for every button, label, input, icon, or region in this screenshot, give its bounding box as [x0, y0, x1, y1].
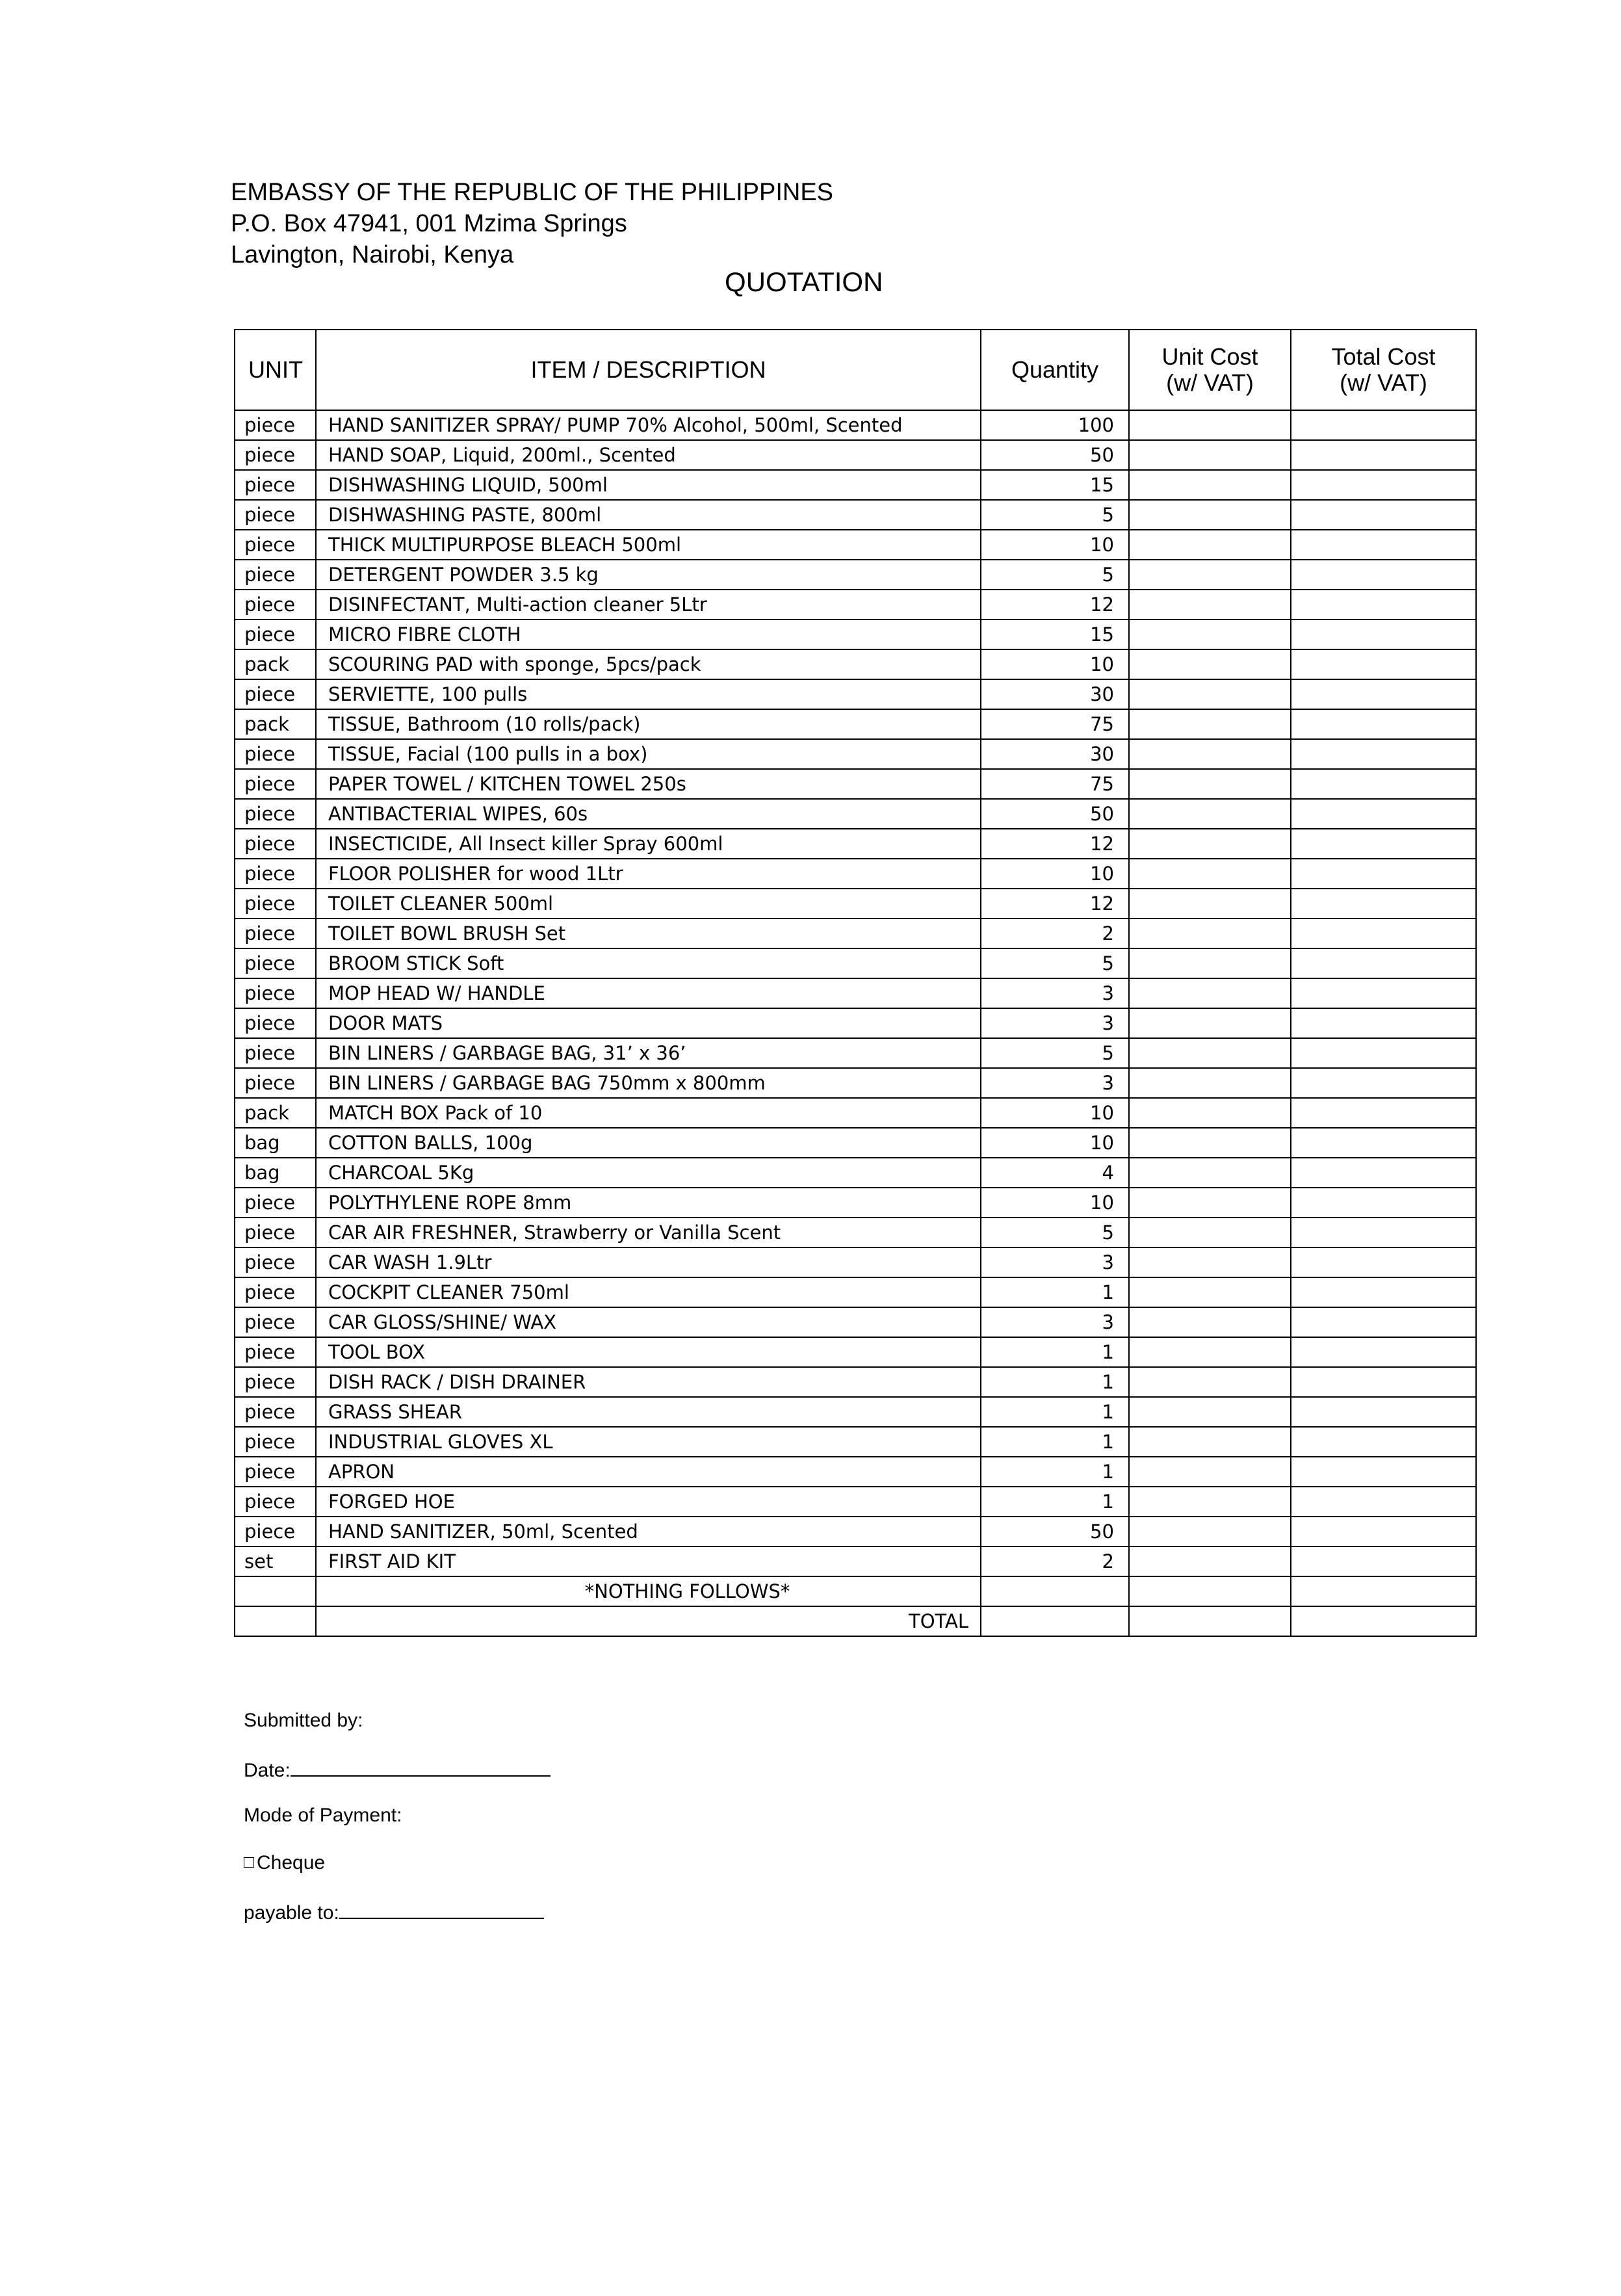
description-cell: MICRO FIBRE CLOTH — [316, 620, 981, 649]
unit-cell: bag — [235, 1158, 316, 1188]
table-row — [235, 709, 1476, 739]
unit-cost-cell — [1129, 859, 1291, 889]
quantity-cell: 5 — [981, 1218, 1129, 1247]
quantity-cell: 15 — [981, 470, 1129, 500]
quantity-cell: 10 — [981, 1098, 1129, 1128]
description-cell: DISH RACK / DISH DRAINER — [316, 1367, 981, 1397]
unit-cell: piece — [235, 590, 316, 620]
unit-cost-cell — [1129, 500, 1291, 530]
table-row — [235, 1546, 1476, 1576]
unit-cell: piece — [235, 679, 316, 709]
unit-cell: piece — [235, 1397, 316, 1427]
unit-cost-cell — [1129, 1188, 1291, 1218]
nothing-follows-text: *NOTHING FOLLOWS* — [316, 1576, 981, 1606]
payable-to-line — [244, 1899, 551, 1947]
table-row — [235, 978, 1476, 1008]
table-row — [235, 560, 1476, 590]
total-cost-cell — [1291, 1068, 1476, 1098]
table-row — [235, 1008, 1476, 1038]
cheque-option-line — [244, 1852, 551, 1899]
total-row — [235, 1606, 1476, 1636]
payable-to-blank — [339, 1899, 544, 1919]
description-cell: TOOL BOX — [316, 1337, 981, 1367]
table-row — [235, 1277, 1476, 1307]
unit-cost-cell — [1129, 1337, 1291, 1367]
quantity-cell: 10 — [981, 1188, 1129, 1218]
table-row — [235, 1367, 1476, 1397]
unit-cost-cell — [1129, 709, 1291, 739]
quantity-cell: 5 — [981, 500, 1129, 530]
unit-cost-cell — [1129, 1457, 1291, 1487]
submitted-by-line — [244, 1710, 551, 1757]
table-row — [235, 739, 1476, 769]
grand-total-cell — [1291, 1606, 1476, 1636]
unit-cell: piece — [235, 470, 316, 500]
nothing-follows-row — [235, 1576, 1476, 1606]
quantity-cell: 5 — [981, 1038, 1129, 1068]
table-row — [235, 1158, 1476, 1188]
quotation-table — [234, 329, 1477, 1637]
description-cell: CAR WASH 1.9Ltr — [316, 1247, 981, 1277]
unit-cost-cell — [1129, 1218, 1291, 1247]
description-cell: DOOR MATS — [316, 1008, 981, 1038]
total-cost-cell — [1291, 769, 1476, 799]
total-cost-cell — [1291, 739, 1476, 769]
table-row — [235, 500, 1476, 530]
table-row — [235, 1188, 1476, 1218]
quantity-cell: 5 — [981, 560, 1129, 590]
unit-cost-cell — [1129, 1277, 1291, 1307]
description-cell: COTTON BALLS, 100g — [316, 1128, 981, 1158]
unit-cost-cell — [1129, 799, 1291, 829]
table-row — [235, 948, 1476, 978]
description-cell: TISSUE, Bathroom (10 rolls/pack) — [316, 709, 981, 739]
table-row — [235, 799, 1476, 829]
unit-cell: pack — [235, 1098, 316, 1128]
unit-cost-cell — [1129, 1367, 1291, 1397]
unit-cost-cell — [1129, 1487, 1291, 1517]
description-cell: PAPER TOWEL / KITCHEN TOWEL 250s — [316, 769, 981, 799]
quantity-cell: 2 — [981, 1546, 1129, 1576]
total-cost-cell — [1291, 1397, 1476, 1427]
payment-mode-label: Mode of Payment: — [244, 1805, 402, 1826]
unit-cost-cell — [1129, 560, 1291, 590]
table-row — [235, 1098, 1476, 1128]
total-cost-cell — [1291, 1307, 1476, 1337]
quantity-cell: 5 — [981, 948, 1129, 978]
description-cell: INDUSTRIAL GLOVES XL — [316, 1427, 981, 1457]
org-address-line2: Lavington, Nairobi, Kenya — [231, 241, 514, 268]
total-quantity-cell — [981, 1606, 1129, 1636]
document-title: QUOTATION — [725, 267, 883, 297]
unit-cell: piece — [235, 410, 316, 440]
total-cost-cell — [1291, 1277, 1476, 1307]
unit-cost-cell — [1129, 620, 1291, 649]
table-row — [235, 410, 1476, 440]
description-cell: SERVIETTE, 100 pulls — [316, 679, 981, 709]
table-cell — [1129, 1576, 1291, 1606]
quantity-cell: 10 — [981, 1128, 1129, 1158]
unit-cost-cell — [1129, 739, 1291, 769]
unit-cost-cell — [1129, 1517, 1291, 1546]
table-row — [235, 470, 1476, 500]
unit-cell: piece — [235, 1337, 316, 1367]
description-cell: DISINFECTANT, Multi-action cleaner 5Ltr — [316, 590, 981, 620]
total-cost-cell — [1291, 829, 1476, 859]
total-cost-cell — [1291, 709, 1476, 739]
description-cell: TISSUE, Facial (100 pulls in a box) — [316, 739, 981, 769]
description-cell: APRON — [316, 1457, 981, 1487]
total-cost-cell — [1291, 620, 1476, 649]
total-cost-column-header — [1291, 330, 1476, 410]
unit-cell: piece — [235, 1247, 316, 1277]
table-row — [235, 769, 1476, 799]
table-row — [235, 1397, 1476, 1427]
description-cell: THICK MULTIPURPOSE BLEACH 500ml — [316, 530, 981, 560]
table-cell — [235, 1606, 316, 1636]
description-cell: BIN LINERS / GARBAGE BAG, 31’ x 36’ — [316, 1038, 981, 1068]
total-label: TOTAL — [316, 1606, 981, 1636]
unit-cell: piece — [235, 1367, 316, 1397]
quantity-cell: 12 — [981, 829, 1129, 859]
total-cost-cell — [1291, 978, 1476, 1008]
quantity-cell: 2 — [981, 919, 1129, 948]
unit-cell: piece — [235, 799, 316, 829]
description-cell: MOP HEAD W/ HANDLE — [316, 978, 981, 1008]
table-row — [235, 859, 1476, 889]
table-row — [235, 1487, 1476, 1517]
unit-cell: piece — [235, 1487, 316, 1517]
unit-cost-cell — [1129, 948, 1291, 978]
unit-cell: pack — [235, 709, 316, 739]
table-row — [235, 1457, 1476, 1487]
org-name: EMBASSY OF THE REPUBLIC OF THE PHILIPPINES — [231, 179, 834, 206]
description-cell: DISHWASHING PASTE, 800ml — [316, 500, 981, 530]
cheque-checkbox-icon — [244, 1857, 254, 1868]
org-address-line1: P.O. Box 47941, 001 Mzima Springs — [231, 210, 627, 237]
unit-cost-cell — [1129, 769, 1291, 799]
total-cost-cell — [1291, 1188, 1476, 1218]
unit-cost-cell — [1129, 919, 1291, 948]
total-cost-cell — [1291, 1218, 1476, 1247]
total-cost-cell — [1291, 590, 1476, 620]
table-row — [235, 530, 1476, 560]
total-cost-cell — [1291, 1457, 1476, 1487]
unit-column-header: UNIT — [235, 330, 316, 410]
unit-cost-cell — [1129, 1397, 1291, 1427]
unit-cost-cell — [1129, 829, 1291, 859]
unit-cell: bag — [235, 1128, 316, 1158]
description-cell: BROOM STICK Soft — [316, 948, 981, 978]
total-cost-header-line2: (w/ VAT) — [1340, 369, 1427, 396]
description-cell: FLOOR POLISHER for wood 1Ltr — [316, 859, 981, 889]
payment-mode-line — [244, 1805, 551, 1852]
description-cell: DISHWASHING LIQUID, 500ml — [316, 470, 981, 500]
description-cell: MATCH BOX Pack of 10 — [316, 1098, 981, 1128]
quantity-cell: 30 — [981, 739, 1129, 769]
description-cell: BIN LINERS / GARBAGE BAG 750mm x 800mm — [316, 1068, 981, 1098]
quantity-cell: 75 — [981, 709, 1129, 739]
unit-cost-cell — [1129, 1008, 1291, 1038]
description-cell: HAND SANITIZER SPRAY/ PUMP 70% Alcohol, 500ml, Scented — [316, 410, 981, 440]
total-cost-cell — [1291, 1367, 1476, 1397]
unit-cost-cell — [1129, 1247, 1291, 1277]
unit-cost-header-line2: (w/ VAT) — [1166, 369, 1254, 396]
unit-cell: piece — [235, 889, 316, 919]
quantity-cell: 3 — [981, 1247, 1129, 1277]
description-cell: SCOURING PAD with sponge, 5pcs/pack — [316, 649, 981, 679]
unit-cell: piece — [235, 948, 316, 978]
table-row — [235, 1517, 1476, 1546]
cheque-label: Cheque — [257, 1852, 326, 1873]
table-header-row — [235, 330, 1476, 410]
unit-cost-cell — [1129, 1098, 1291, 1128]
table-row — [235, 919, 1476, 948]
total-cost-cell — [1291, 560, 1476, 590]
unit-cell: piece — [235, 500, 316, 530]
submitted-by-label: Submitted by: — [244, 1710, 363, 1731]
date-blank — [291, 1757, 551, 1777]
quantity-cell: 50 — [981, 440, 1129, 470]
total-cost-cell — [1291, 1038, 1476, 1068]
quantity-cell: 75 — [981, 769, 1129, 799]
table-row — [235, 649, 1476, 679]
description-cell: GRASS SHEAR — [316, 1397, 981, 1427]
description-column-header: ITEM / DESCRIPTION — [316, 330, 981, 410]
unit-cell: piece — [235, 739, 316, 769]
unit-cost-header-line1: Unit Cost — [1161, 343, 1258, 370]
quantity-cell: 1 — [981, 1457, 1129, 1487]
total-cost-cell — [1291, 1128, 1476, 1158]
unit-cell: piece — [235, 829, 316, 859]
total-cost-cell — [1291, 1517, 1476, 1546]
total-cost-cell — [1291, 1546, 1476, 1576]
total-cost-cell — [1291, 530, 1476, 560]
total-cost-cell — [1291, 1158, 1476, 1188]
total-cost-cell — [1291, 649, 1476, 679]
total-cost-cell — [1291, 948, 1476, 978]
quantity-cell: 10 — [981, 649, 1129, 679]
unit-cost-cell — [1129, 1427, 1291, 1457]
unit-cost-cell — [1129, 590, 1291, 620]
date-label: Date: — [244, 1760, 291, 1781]
description-cell: FIRST AID KIT — [316, 1546, 981, 1576]
total-cost-cell — [1291, 1487, 1476, 1517]
quantity-cell: 10 — [981, 859, 1129, 889]
quantity-cell: 4 — [981, 1158, 1129, 1188]
unit-cell: piece — [235, 1457, 316, 1487]
description-cell: TOILET BOWL BRUSH Set — [316, 919, 981, 948]
table-row — [235, 1337, 1476, 1367]
unit-cell: set — [235, 1546, 316, 1576]
table-row — [235, 889, 1476, 919]
quantity-cell: 50 — [981, 799, 1129, 829]
quantity-cell: 50 — [981, 1517, 1129, 1546]
unit-cell: piece — [235, 1038, 316, 1068]
date-line — [244, 1757, 551, 1805]
quantity-cell: 3 — [981, 1307, 1129, 1337]
unit-cell: piece — [235, 1218, 316, 1247]
unit-cost-cell — [1129, 1546, 1291, 1576]
unit-cell: piece — [235, 1188, 316, 1218]
unit-cost-cell — [1129, 679, 1291, 709]
description-cell: DETERGENT POWDER 3.5 kg — [316, 560, 981, 590]
total-cost-cell — [1291, 1427, 1476, 1457]
description-cell: CAR GLOSS/SHINE/ WAX — [316, 1307, 981, 1337]
quantity-cell: 1 — [981, 1337, 1129, 1367]
total-cost-cell — [1291, 470, 1476, 500]
total-cost-cell — [1291, 799, 1476, 829]
unit-cost-cell — [1129, 1038, 1291, 1068]
table-row — [235, 440, 1476, 470]
quantity-cell: 1 — [981, 1277, 1129, 1307]
quantity-cell: 12 — [981, 889, 1129, 919]
total-cost-cell — [1291, 919, 1476, 948]
unit-cost-cell — [1129, 470, 1291, 500]
total-cost-cell — [1291, 889, 1476, 919]
total-cost-cell — [1291, 500, 1476, 530]
unit-cost-column-header — [1129, 330, 1291, 410]
unit-cost-cell — [1129, 530, 1291, 560]
unit-cell: piece — [235, 1277, 316, 1307]
description-cell: TOILET CLEANER 500ml — [316, 889, 981, 919]
total-cost-cell — [1291, 859, 1476, 889]
quantity-cell: 10 — [981, 530, 1129, 560]
description-cell: CHARCOAL 5Kg — [316, 1158, 981, 1188]
quantity-column-header: Quantity — [981, 330, 1129, 410]
table-row — [235, 1218, 1476, 1247]
payable-to-label: payable to: — [244, 1902, 339, 1924]
description-cell: HAND SANITIZER, 50ml, Scented — [316, 1517, 981, 1546]
submission-footer — [244, 1710, 551, 1947]
description-cell: HAND SOAP, Liquid, 200ml., Scented — [316, 440, 981, 470]
table-body — [235, 410, 1476, 1576]
unit-cell: piece — [235, 1307, 316, 1337]
unit-cell: piece — [235, 440, 316, 470]
unit-cell: piece — [235, 769, 316, 799]
total-cost-header-line1: Total Cost — [1331, 343, 1436, 370]
quantity-cell: 30 — [981, 679, 1129, 709]
table-row — [235, 1307, 1476, 1337]
description-cell: CAR AIR FRESHNER, Strawberry or Vanilla Scent — [316, 1218, 981, 1247]
table-row — [235, 1038, 1476, 1068]
total-cost-cell — [1291, 410, 1476, 440]
quantity-cell: 3 — [981, 978, 1129, 1008]
quantity-cell: 1 — [981, 1427, 1129, 1457]
unit-cost-cell — [1129, 1158, 1291, 1188]
unit-cell: piece — [235, 1068, 316, 1098]
unit-cost-cell — [1129, 649, 1291, 679]
unit-cell: piece — [235, 859, 316, 889]
unit-cell: piece — [235, 919, 316, 948]
total-cost-cell — [1291, 1247, 1476, 1277]
total-cost-cell — [1291, 440, 1476, 470]
unit-cost-cell — [1129, 1068, 1291, 1098]
table-row — [235, 1247, 1476, 1277]
quantity-cell: 12 — [981, 590, 1129, 620]
description-cell: ANTIBACTERIAL WIPES, 60s — [316, 799, 981, 829]
table-row — [235, 1128, 1476, 1158]
unit-cost-cell — [1129, 889, 1291, 919]
unit-cell: piece — [235, 560, 316, 590]
quantity-cell: 100 — [981, 410, 1129, 440]
description-cell: POLYTHYLENE ROPE 8mm — [316, 1188, 981, 1218]
total-cost-cell — [1291, 1008, 1476, 1038]
table-cell — [981, 1576, 1129, 1606]
total-cost-cell — [1291, 1098, 1476, 1128]
quantity-cell: 1 — [981, 1487, 1129, 1517]
unit-cost-cell — [1129, 410, 1291, 440]
unit-cell: piece — [235, 1517, 316, 1546]
unit-cell: piece — [235, 620, 316, 649]
table-row — [235, 1068, 1476, 1098]
table-row — [235, 679, 1476, 709]
table-cell — [1291, 1576, 1476, 1606]
unit-cost-cell — [1129, 1307, 1291, 1337]
unit-cell: piece — [235, 1008, 316, 1038]
embassy-header — [231, 177, 833, 270]
unit-cell: piece — [235, 530, 316, 560]
total-unit-cost-cell — [1129, 1606, 1291, 1636]
description-cell: FORGED HOE — [316, 1487, 981, 1517]
table-row — [235, 620, 1476, 649]
quantity-cell: 15 — [981, 620, 1129, 649]
total-cost-cell — [1291, 1337, 1476, 1367]
unit-cost-cell — [1129, 978, 1291, 1008]
quantity-cell: 3 — [981, 1068, 1129, 1098]
table-row — [235, 1427, 1476, 1457]
unit-cost-cell — [1129, 1128, 1291, 1158]
description-cell: COCKPIT CLEANER 750ml — [316, 1277, 981, 1307]
unit-cost-cell — [1129, 440, 1291, 470]
quantity-cell: 3 — [981, 1008, 1129, 1038]
unit-cell: pack — [235, 649, 316, 679]
table-row — [235, 829, 1476, 859]
table-row — [235, 590, 1476, 620]
total-cost-cell — [1291, 679, 1476, 709]
table-cell — [235, 1576, 316, 1606]
unit-cell: piece — [235, 1427, 316, 1457]
description-cell: INSECTICIDE, All Insect killer Spray 600ml — [316, 829, 981, 859]
quantity-cell: 1 — [981, 1367, 1129, 1397]
quantity-cell: 1 — [981, 1397, 1129, 1427]
unit-cell: piece — [235, 978, 316, 1008]
